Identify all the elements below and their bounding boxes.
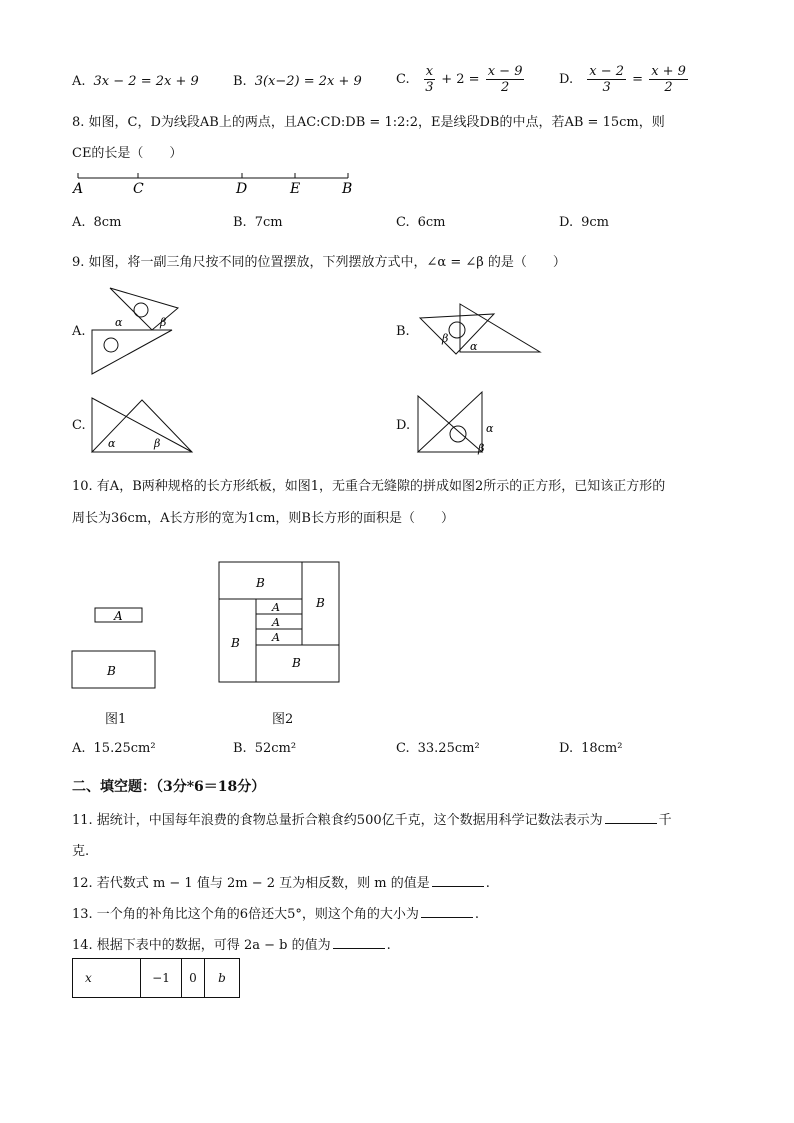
q7-d-fraction-1: $\frac{x - 2}{3}$ (589, 64, 624, 95)
q12-text: 12. 若代数式 m − 1 值与 2m − 2 互为相反数，则 m 的值是 (72, 876, 430, 891)
q9c-first-triangle (92, 398, 192, 452)
q9a-upper-hole (134, 303, 148, 317)
fig2-b-left: B (231, 636, 240, 650)
q13-blank (421, 905, 473, 918)
q7-option-d (559, 64, 690, 95)
q9a-beta: β (160, 316, 167, 329)
q7-option-d-label: D. (559, 72, 574, 87)
q7-option-c-label: C. (396, 72, 410, 87)
table-cell: 0 (182, 959, 205, 998)
q11-blank (605, 811, 657, 824)
q14-data-table (72, 958, 240, 998)
q9a-lower-triangle (92, 330, 172, 374)
q8-option-b: B. 7cm (233, 215, 283, 230)
q7-option-b-label: B. (233, 74, 247, 89)
section-2-heading: 二、填空题：（3分*6＝18分） (72, 779, 266, 795)
fig2-b-right: B (316, 596, 325, 610)
q9-figure-b (416, 300, 546, 358)
fig1-label-a: A (114, 609, 123, 623)
point-a-label: A (73, 181, 84, 197)
table-cell: −1 (141, 959, 182, 998)
q14-blank (333, 936, 385, 949)
q7-option-a (72, 74, 199, 89)
q12: 12. 若代数式 m − 1 值与 2m − 2 互为相反数，则 m 的值是 . (72, 876, 490, 891)
q10-option-b: B. 52cm² (233, 741, 297, 756)
q9-figure-a (84, 284, 184, 379)
q11-line1 (72, 809, 672, 828)
point-d-label: D (236, 181, 248, 197)
q9a-alpha: α (115, 316, 123, 329)
point-e-label: E (290, 181, 301, 197)
q8-stem-line2: CE的长是（ ） (72, 146, 183, 161)
q9d-beta: β (478, 442, 485, 455)
q7-option-c (396, 64, 526, 95)
q8-segment-figure (70, 168, 370, 198)
q14-text: 14. 根据下表中的数据，可得 2a − b 的值为 (72, 938, 331, 953)
q11-unit: 千 (658, 813, 672, 828)
q7-option-b-text: 3(x−2) = 2x + 9 (254, 74, 362, 89)
q9b-hole (449, 322, 465, 338)
fig2-b-top: B (256, 576, 265, 590)
q10-option-a: A. 15.25cm² (72, 741, 156, 756)
q10-figure-1 (70, 604, 160, 692)
q10-option-d: D. 18cm² (559, 741, 623, 756)
q9b-beta: β (442, 332, 449, 345)
q9d-hole (450, 426, 466, 442)
q9b-first-triangle (420, 314, 494, 354)
table-cell: b (205, 959, 240, 998)
q10-stem-line2: 周长为36cm，A长方形的宽为1cm，则B长方形的面积是（ ） (72, 511, 454, 526)
q10-fig2-caption: 图2 (272, 712, 294, 727)
point-c-label: C (133, 181, 144, 197)
q10-fig1-caption: 图1 (105, 712, 127, 727)
q9d-alpha: α (486, 422, 494, 435)
q8-option-d: D. 9cm (559, 215, 609, 230)
q9-option-a-label: A. (72, 324, 86, 339)
fig2-b-bottom: B (292, 656, 301, 670)
fig2-a-2: A (272, 616, 280, 629)
q7-c-middle: + 2 = (441, 72, 480, 87)
q9-figure-c (88, 394, 196, 456)
q9c-beta: β (154, 437, 161, 450)
q9-stem: 9. 如图，将一副三角尺按不同的位置摆放，下列摆放方式中，∠α = ∠β 的是（ ） (72, 255, 566, 270)
q7-d-middle: = (632, 72, 644, 87)
q9b-alpha: α (470, 340, 478, 353)
table-row (73, 959, 240, 998)
q10-option-c: C. 33.25cm² (396, 741, 480, 756)
fig2-a-1: A (272, 601, 280, 614)
q11-line2: 克. (72, 844, 90, 859)
q9-option-b-label: B. (396, 324, 410, 339)
q8-option-a: A. 8cm (72, 215, 122, 230)
table-header-cell: x (73, 959, 141, 998)
q14: 14. 根据下表中的数据，可得 2a − b 的值为 . (72, 938, 391, 953)
q9-option-d-label: D. (396, 418, 411, 433)
fig2-a-3: A (272, 631, 280, 644)
q12-blank (432, 874, 484, 887)
point-b-label: B (342, 181, 353, 197)
fig1-label-b: B (107, 664, 116, 678)
q7-c-fraction-2: $\frac{x - 9}{2}$ (487, 64, 523, 95)
q11-text: 11. 据统计，中国每年浪费的食物总量折合粮食约500亿千克，这个数据用科学记数法表示为 (72, 813, 603, 828)
q10-stem-line1: 10. 有A，B两种规格的长方形纸板，如图1，无重合无缝隙的拼成如图2所示的正方形，已知该正方形的 (72, 479, 666, 494)
q9-figure-d (414, 388, 504, 456)
q13: 13. 一个角的补角比这个角的6倍还大5°，则这个角的大小为 . (72, 907, 479, 922)
q8-option-c: C. 6cm (396, 215, 446, 230)
q7-option-a-label: A. (72, 74, 86, 89)
q8-stem-line1: 8. 如图，C，D为线段AB上的两点，且AC:CD:DB = 1:2:2，E是线段DB的中点，若AB = 15cm，则 (72, 115, 665, 130)
q7-c-fraction-1: $\frac{x}{3}$ (425, 64, 434, 95)
q7-option-a-text: 3x − 2 = 2x + 9 (93, 74, 199, 89)
q7-d-fraction-2: $\frac{x + 9}{2}$ (651, 64, 686, 95)
q10-figure-2 (218, 561, 342, 685)
q7-option-b (233, 74, 362, 89)
q9c-alpha: α (108, 437, 116, 450)
q13-text: 13. 一个角的补角比这个角的6倍还大5°，则这个角的大小为 (72, 907, 419, 922)
q9-option-c-label: C. (72, 418, 86, 433)
q9a-lower-hole (104, 338, 118, 352)
